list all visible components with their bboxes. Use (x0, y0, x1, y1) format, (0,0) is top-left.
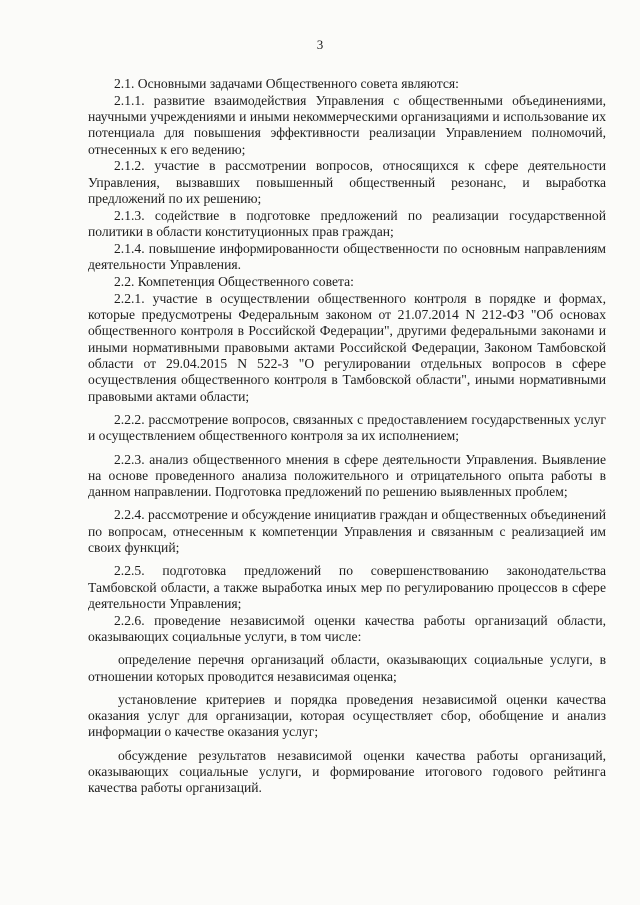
paragraph-2-2-6: 2.2.6. проведение независимой оценки качества работы организаций области, оказывающих социальные услуги, в том числе: (88, 612, 606, 644)
paragraph-2-1-3: 2.1.3. содействие в подготовке предложений по реализации государственной политики в области конституционных прав граждан; (88, 207, 606, 240)
paragraph-2-1: 2.1. Основными задачами Общественного совета являются: (114, 76, 459, 91)
paragraph-subitem-1: определение перечня организаций области, оказывающих социальные услуги, в отношении которых проводится независимая оценка; (88, 652, 606, 684)
paragraph-2-2-4: 2.2.4. рассмотрение и обсуждение инициатив граждан и общественных объединений по вопросам, отнесенным к компетенции Управления и связанным с реализацией им своих функций; (88, 507, 606, 556)
paragraph-2-1-2: 2.1.2. участие в рассмотрении вопросов, относящихся к сфере деятельности Управления, вызвавших повышенный общественный резонанс, и выработка предложений по их решению; (88, 158, 606, 207)
paragraph-2-1-1: 2.1.1. развитие взаимодействия Управления с общественными объединениями, научными учреждениями и иными некоммерческими организациями и использование их потенциала для повышения эффективности реализации Управлением полномочий, отнесенных к его ведению; (88, 92, 606, 157)
paragraph-2-2-3: 2.2.3. анализ общественного мнения в сфере деятельности Управления. Выявление на основе проведенного анализа положительного и отрицательного опыта работы в данном направлении. Подготовка предложений по решению выявленных проблем; (88, 451, 606, 500)
page-number: 3 (316, 37, 324, 52)
paragraph-2-2-1: 2.2.1. участие в осуществлении общественного контроля в порядке и формах, которые предусмотрены Федеральным законом от 21.07.2014 N 212-ФЗ "Об основах общественного контроля в Российской Федерации", другими федеральными законами и иными нормативными правовыми актами Российской Федерации, Законом Тамбовской области от 29.04.2015 N 522-З "О регулировании отдельных вопросов в сфере осуществления общественного контроля в Тамбовской области", иными нормативными правовыми актами области; (88, 290, 606, 404)
paragraph-2-2-2: 2.2.2. рассмотрение вопросов, связанных с предоставлением государственных услуг и осуществлением общественного контроля за их исполнением; (88, 411, 606, 444)
paragraph-2-2: 2.2. Компетенция Общественного совета: (114, 274, 354, 290)
paragraph-subitem-3: обсуждение результатов независимой оценки качества работы организаций, оказывающих социальные услуги, и формирование итогового годового рейтинга качества работы организаций. (88, 747, 606, 796)
paragraph-subitem-2: установление критериев и порядка проведения независимой оценки качества оказания услуг для организации, которая осуществляет сбор, обобщение и анализ информации о качестве оказания услуг; (88, 691, 606, 740)
paragraph-2-2-5: 2.2.5. подготовка предложений по совершенствованию законодательства Тамбовской области, а также выработка иных мер по регулированию процессов в сфере деятельности Управления; (88, 563, 606, 611)
paragraph-2-1-4: 2.1.4. повышение информированности общественности по основным направлениям деятельности Управления. (88, 240, 606, 273)
